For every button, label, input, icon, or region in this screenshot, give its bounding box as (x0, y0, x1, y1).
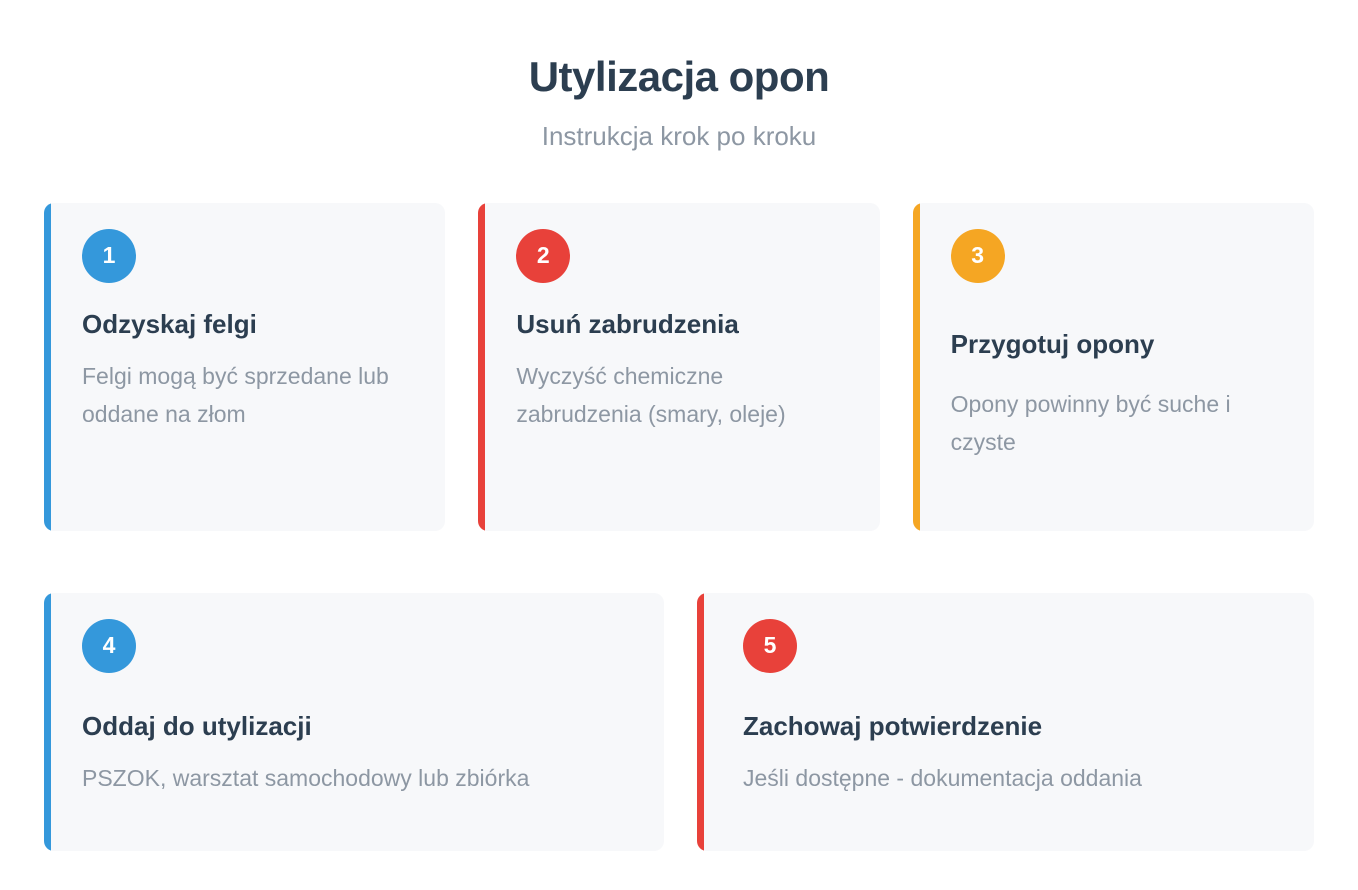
step-description-5: Jeśli dostępne - dokumentacja oddania (743, 764, 1142, 791)
page-subtitle: Instrukcja krok po kroku (541, 121, 817, 152)
step-number-badge-2: 2 (516, 229, 570, 283)
step-description-3: Opony powinny być suche i czyste (950, 390, 1231, 455)
step-number-badge-4: 4 (82, 619, 136, 673)
step-title-5: Zachowaj potwierdzenie (743, 710, 1043, 741)
steps-row-top (44, 203, 1314, 531)
step-number-badge-5: 5 (743, 619, 797, 673)
page-title: Utylizacja opon (528, 53, 830, 100)
steps-row-bottom (44, 593, 1314, 851)
step-card-1 (44, 203, 445, 531)
step-description-4: PSZOK, warsztat samochodowy lub zbiórka (82, 764, 530, 791)
step-title-2: Usuń zabrudzenia (516, 308, 739, 339)
step-card-5 (697, 593, 1314, 851)
step-description-1: Felgi mogą być sprzedane lub oddane na złom (82, 362, 389, 427)
step-description-2: Wyczyść chemiczne zabrudzenia (smary, oleje) (516, 362, 786, 427)
step-title-4: Oddaj do utylizacji (82, 710, 312, 741)
step-number-badge-1: 1 (82, 229, 136, 283)
step-title-3: Przygotuj opony (950, 328, 1155, 359)
step-title-1: Odzyskaj felgi (82, 308, 257, 339)
step-number-badge-3: 3 (951, 229, 1005, 283)
step-card-3 (913, 203, 1314, 531)
header (44, 0, 1314, 151)
step-card-2 (478, 203, 879, 531)
step-card-4 (44, 593, 664, 851)
